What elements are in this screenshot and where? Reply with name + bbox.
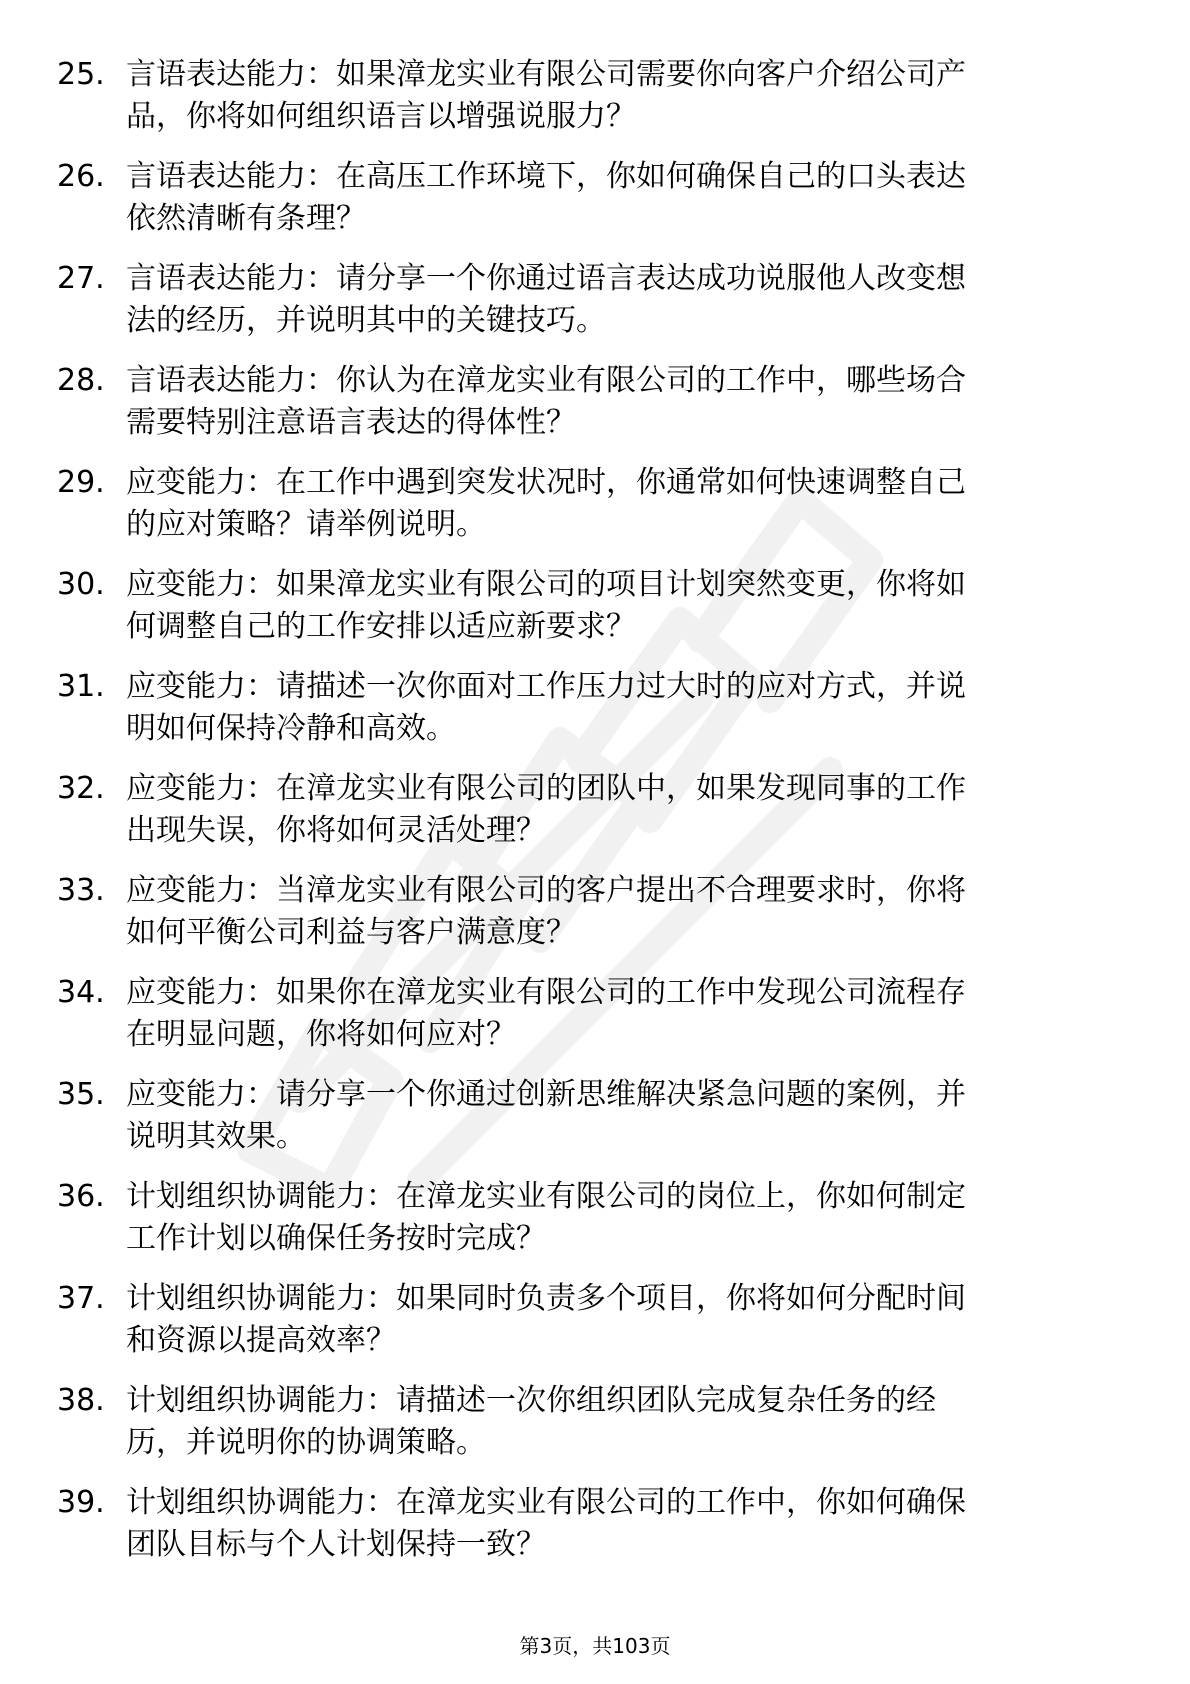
question-text — [126, 258, 1126, 342]
question-number: 26. — [57, 159, 105, 194]
list-item — [0, 1070, 1190, 1172]
question-line: 在明显问题，你将如何应对？ — [126, 1017, 516, 1052]
list-item — [0, 764, 1190, 866]
question-line: 应变能力：在工作中遇到突发状况时，你通常如何快速调整自己 — [126, 465, 966, 500]
list-item — [0, 1376, 1190, 1478]
question-number: 37. — [57, 1281, 105, 1316]
question-number: 33. — [57, 873, 105, 908]
question-number: 25. — [57, 57, 105, 92]
question-text — [126, 462, 1126, 546]
question-line: 言语表达能力：如果漳龙实业有限公司需要你向客户介绍公司产 — [126, 57, 966, 92]
list-item — [0, 152, 1190, 254]
question-text — [126, 972, 1126, 1056]
question-line: 品，你将如何组织语言以增强说服力？ — [126, 99, 636, 134]
list-item — [0, 1478, 1190, 1580]
list-item — [0, 1172, 1190, 1274]
question-text — [126, 768, 1126, 852]
question-line: 应变能力：请分享一个你通过创新思维解决紧急问题的案例，并 — [126, 1077, 966, 1112]
list-item — [0, 254, 1190, 356]
question-line: 团队目标与个人计划保持一致？ — [126, 1527, 546, 1562]
question-line: 依然清晰有条理？ — [126, 201, 366, 236]
question-text — [126, 666, 1126, 750]
question-line: 出现失误，你将如何灵活处理？ — [126, 813, 546, 848]
question-line: 计划组织协调能力：请描述一次你组织团队完成复杂任务的经 — [126, 1383, 936, 1418]
question-line: 应变能力：当漳龙实业有限公司的客户提出不合理要求时，你将 — [126, 873, 966, 908]
question-line: 需要特别注意语言表达的得体性？ — [126, 405, 576, 440]
question-line: 应变能力：在漳龙实业有限公司的团队中，如果发现同事的工作 — [126, 771, 966, 806]
question-number: 36. — [57, 1179, 105, 1214]
question-line: 历，并说明你的协调策略。 — [126, 1425, 486, 1460]
question-text — [126, 870, 1126, 954]
question-line: 何调整自己的工作安排以适应新要求？ — [126, 609, 636, 644]
question-line: 说明其效果。 — [126, 1119, 306, 1154]
question-number: 34. — [57, 975, 105, 1010]
question-list — [0, 50, 1190, 1580]
question-line: 工作计划以确保任务按时完成？ — [126, 1221, 546, 1256]
question-text — [126, 156, 1126, 240]
question-line: 应变能力：请描述一次你面对工作压力过大时的应对方式，并说 — [126, 669, 966, 704]
question-text — [126, 1074, 1126, 1158]
question-number: 30. — [57, 567, 105, 602]
list-item — [0, 458, 1190, 560]
question-number: 32. — [57, 771, 105, 806]
list-item — [0, 662, 1190, 764]
question-number: 38. — [57, 1383, 105, 1418]
question-text — [126, 360, 1126, 444]
list-item — [0, 1274, 1190, 1376]
question-line: 和资源以提高效率？ — [126, 1323, 396, 1358]
list-item — [0, 356, 1190, 458]
question-text — [126, 564, 1126, 648]
question-text — [126, 1278, 1126, 1362]
question-line: 法的经历，并说明其中的关键技巧。 — [126, 303, 606, 338]
list-item — [0, 50, 1190, 152]
question-text — [126, 1482, 1126, 1566]
list-item — [0, 968, 1190, 1070]
question-line: 计划组织协调能力：如果同时负责多个项目，你将如何分配时间 — [126, 1281, 966, 1316]
page-number-footer: 第3页，共103页 — [519, 1634, 671, 1658]
question-line: 言语表达能力：在高压工作环境下，你如何确保自己的口头表达 — [126, 159, 966, 194]
question-line: 应变能力：如果你在漳龙实业有限公司的工作中发现公司流程存 — [126, 975, 966, 1010]
question-line: 言语表达能力：请分享一个你通过语言表达成功说服他人改变想 — [126, 261, 966, 296]
question-line: 应变能力：如果漳龙实业有限公司的项目计划突然变更，你将如 — [126, 567, 966, 602]
question-line: 言语表达能力：你认为在漳龙实业有限公司的工作中，哪些场合 — [126, 363, 966, 398]
question-text — [126, 1176, 1126, 1260]
question-number: 28. — [57, 363, 105, 398]
question-number: 29. — [57, 465, 105, 500]
list-item — [0, 560, 1190, 662]
question-line: 明如何保持冷静和高效。 — [126, 711, 456, 746]
question-line: 的应对策略？请举例说明。 — [126, 507, 486, 542]
question-line: 如何平衡公司利益与客户满意度？ — [126, 915, 576, 950]
question-number: 39. — [57, 1485, 105, 1520]
question-number: 27. — [57, 261, 105, 296]
question-line: 计划组织协调能力：在漳龙实业有限公司的岗位上，你如何制定 — [126, 1179, 966, 1214]
list-item — [0, 866, 1190, 968]
question-number: 35. — [57, 1077, 105, 1112]
question-text — [126, 54, 1126, 138]
question-text — [126, 1380, 1126, 1464]
question-line: 计划组织协调能力：在漳龙实业有限公司的工作中，你如何确保 — [126, 1485, 966, 1520]
question-number: 31. — [57, 669, 105, 704]
